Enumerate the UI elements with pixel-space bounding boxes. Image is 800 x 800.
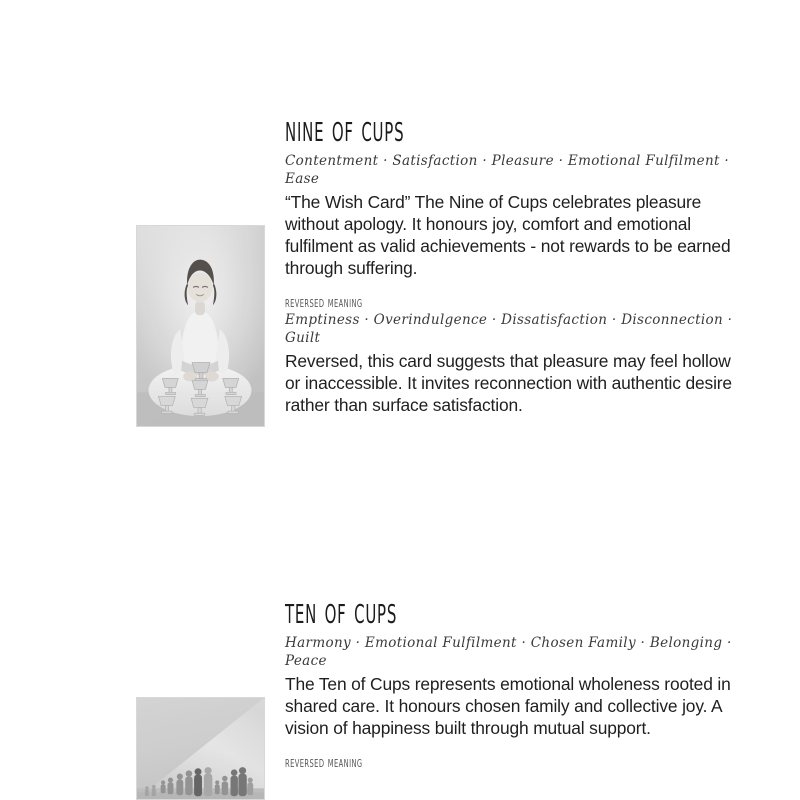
card-artwork-image <box>137 698 264 799</box>
reversed-meaning-heading: reversed meaning <box>285 753 363 772</box>
card-reversed-description: Reversed, this card suggests that pleasure may feel hollow or inaccessible. It invites reconnection with authentic desire rather than surface satisfaction. <box>285 351 732 416</box>
card-text-block <box>285 589 747 773</box>
card-text-block <box>285 107 747 416</box>
card-artwork-ten-of-cups <box>136 697 265 800</box>
section-spacer <box>285 279 747 293</box>
card-title: ten of cups <box>285 589 398 632</box>
card-keywords-upright: Contentment · Satisfaction · Pleasure · Emotional Fulfilment · Ease <box>285 153 730 187</box>
card-artwork-image <box>137 226 264 426</box>
section-spacer <box>285 739 747 753</box>
card-upright-description: The Ten of Cups represents emotional wholeness rooted in shared care. It honours chosen family and collective joy. A vision of happiness built through mutual support. <box>285 673 731 739</box>
card-keywords-reversed: Emptiness · Overindulgence · Dissatisfaction · Disconnection · Guilt <box>285 312 733 347</box>
card-keywords-upright: Harmony · Emotional Fulfilment · Chosen Family · Belonging · Peace <box>285 635 732 669</box>
card-artwork-nine-of-cups <box>136 225 265 427</box>
card-title: nine of cups <box>285 107 405 150</box>
reversed-meaning-heading: reversed meaning <box>285 293 363 312</box>
card-upright-description: “The Wish Card” The Nine of Cups celebrates pleasure without apology. It honours joy, comfort and emotional fulfilment as valid achievements - not rewards to be earned through suffering. <box>285 191 731 279</box>
